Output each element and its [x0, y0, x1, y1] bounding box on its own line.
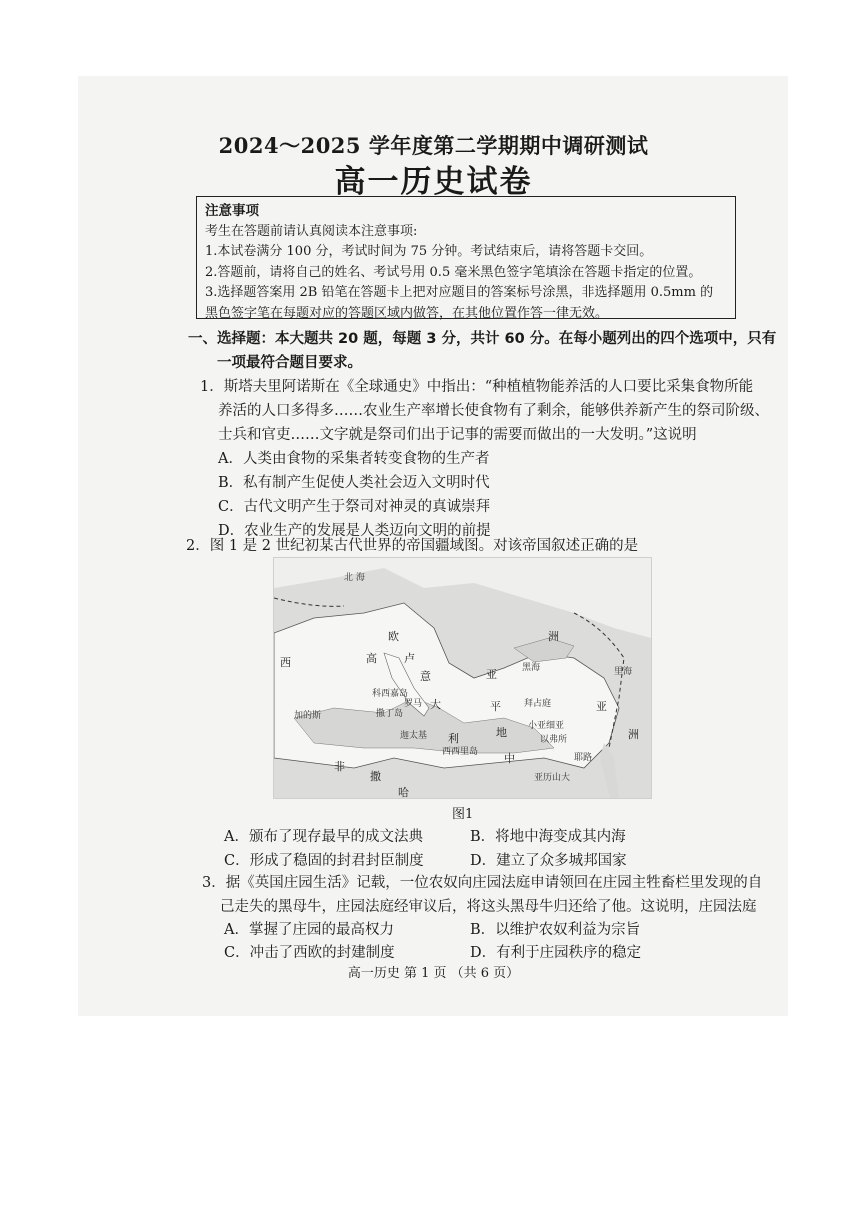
map-label: 小亚细亚 [528, 721, 565, 731]
option-a: A．人类由食物的采集者转变食物的生产者 [218, 451, 490, 467]
section-line: 一项最符合题目要求。 [217, 355, 362, 371]
section-line: 一、选择题：本大题共 20 题，每题 3 分，共计 60 分。在每小题列出的四个选项中，只有 [188, 331, 777, 347]
map-label: 亚 [486, 668, 497, 681]
map-label: 亚 [596, 700, 607, 713]
map-label: 地 [496, 726, 507, 739]
question-3-stem [202, 871, 762, 919]
map-label: 高 [366, 652, 377, 665]
map-label: 哈 [398, 786, 409, 799]
question-1-stem [200, 375, 769, 447]
map-label: 中 [504, 752, 515, 765]
question-2-option-b: B．将地中海变成其内海 [470, 829, 626, 845]
option-c: C．古代文明产生于祭司对神灵的真诚崇拜 [218, 499, 491, 515]
question-3-option-d: D．有利于庄园秩序的稳定 [470, 945, 642, 961]
map-label: 罗马 [404, 699, 423, 709]
map-label: 亚历山大 [534, 773, 571, 783]
option-d: D．农业生产的发展是人类迈向文明的前提 [218, 523, 491, 539]
map-label: 卢 [404, 652, 415, 665]
map-label: 北 海 [344, 573, 365, 583]
stem-line: 养活的人口多得多……农业生产率增长使食物有了剩余，能够供养新产生的祭司阶级、 [218, 403, 769, 419]
notice-box [196, 196, 736, 319]
page-footer: 高一历史 第 1 页 （共 6 页） [347, 966, 520, 981]
map-label: 意 [420, 670, 431, 683]
map-label: 科西嘉岛 [372, 689, 409, 699]
map-label: 黑海 [522, 663, 541, 673]
question-2-option-c: C．形成了稳固的封君封臣制度 [224, 853, 424, 869]
question-3-option-b: B．以维护农奴利益为宗旨 [470, 922, 641, 938]
map-label: 洲 [628, 728, 639, 741]
map-label: 非 [334, 760, 345, 773]
map-label: 洲 [548, 630, 559, 643]
map-label: 耶路 [574, 753, 593, 763]
question-2-stem: 2．图 1 是 2 世纪初某古代世界的帝国疆域图。对该帝国叙述正确的是 [186, 538, 639, 554]
question-2-option-a: A．颁布了现存最早的成文法典 [224, 829, 423, 845]
empire-map-figure [273, 557, 652, 799]
stem-line: 3．据《英国庄园生活》记载，一位农奴向庄园法庭申请领回在庄园主牲畜栏里发现的自 [202, 875, 763, 891]
notice-line: 2.答题前，请将自己的姓名、考试号用 0.5 毫米黑色签字笔填涂在答题卡指定的位置。 [205, 264, 702, 280]
notice-line: 3.选择题答案用 2B 铅笔在答题卡上把对应题目的答案标号涂黑，非选择题用 0.5mm 的 [205, 285, 714, 300]
map-label: 迦太基 [400, 731, 428, 741]
map-shapes [274, 558, 651, 798]
map-label: 撒 [370, 770, 381, 783]
map-label: 西 [280, 656, 291, 669]
question-3-option-a: A．掌握了庄园的最高权力 [224, 922, 394, 938]
map-label: 以弗所 [540, 735, 568, 745]
map-label: 平 [490, 700, 501, 713]
figure-caption: 图1 [452, 807, 474, 822]
question-3-option-c: C．冲击了西欧的封建制度 [224, 945, 395, 961]
exam-title: 2024～2025 学年度第二学期期中调研测试 [218, 133, 649, 158]
stem-line: 士兵和官吏……文字就是祭司们出于记事的需要而做出的一大发明。”这说明 [218, 427, 697, 443]
map-label: 欧 [388, 630, 399, 643]
notice-line: 考生在答题前请认真阅读本注意事项: [205, 223, 418, 239]
exam-subject-title: 高一历史试卷 [334, 164, 533, 200]
notice-heading: 注意事项 [205, 203, 259, 219]
map-label: 利 [448, 732, 459, 745]
map-label: 里海 [614, 667, 633, 677]
notice-line: 1.本试卷满分 100 分，考试时间为 75 分钟。考试结束后，请将答题卡交回。 [205, 244, 653, 259]
option-b: B．私有制产生促使人类社会迈入文明时代 [218, 475, 490, 491]
map-label: 拜占庭 [524, 699, 552, 709]
stem-line: 己走失的黑母牛，庄园法庭经审议后，将这头黑母牛归还给了他。这说明，庄园法庭 [220, 899, 757, 915]
notice-line: 黑色签字笔在每题对应的答题区域内做答，在其他位置作答一律无效。 [205, 305, 609, 321]
question-1-options [218, 447, 491, 543]
section-heading [188, 327, 776, 375]
map-label: 加的斯 [294, 711, 322, 721]
map-label: 撒丁岛 [376, 709, 404, 719]
map-label: 大 [430, 698, 441, 711]
question-2-option-d: D．建立了众多城邦国家 [470, 853, 627, 869]
map-label: 西西里岛 [442, 747, 479, 757]
stem-line: 1．斯塔夫里阿诺斯在《全球通史》中指出：“种植植物能养活的人口要比采集食物所能 [200, 379, 754, 395]
